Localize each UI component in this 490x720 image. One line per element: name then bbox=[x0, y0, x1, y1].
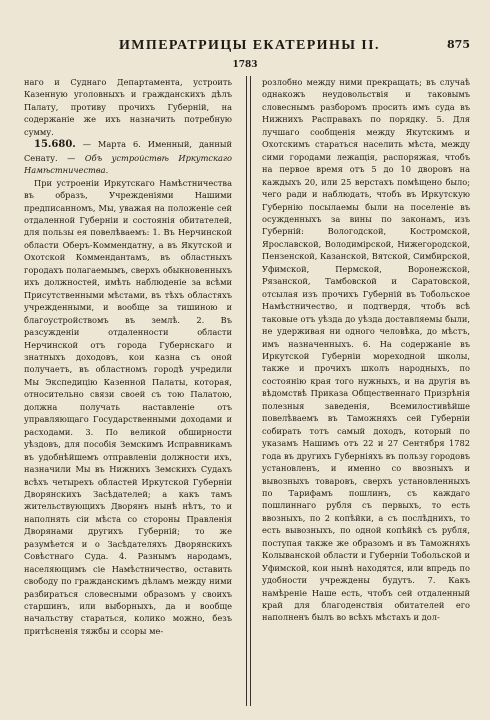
entry-date-line: — Марта 6. Именный, данный Сенату. — bbox=[24, 139, 232, 163]
continued-paragraph-right: розлобно между ними прекращать; въ случаѣ однакожъ неудовольствія и таковымъ словеснымъ разборомъ просить имъ суда въ Нижнихъ Расправахъ по порядку. 5. Для лучшаго сообщенія между Якутскимъ и Охотскимъ стараться населить мѣста, между сими городами лежащія, распоряжая, чтобъ на первое время отъ 5 до 10 дворовъ на каждыхъ 20, или 25 верстахъ помѣщено было; чего ради и наблюдать, чтобъ въ Иркутскую Губернію посылаемы были на поселеніе въ осужденныхъ за вины по законамъ, изъ Губерній: Вологодской, Костромской, Ярославской, Володимірской, Нижегородской, Пензенской, Казанской, Вятской, Симбирской, Уфимской, Пермской, Воронежской, Рязанской, Тамбовской и Саратовской, отсылая изъ прочихъ Губерній въ Тобольское Намѣстничество, и подтвердя, чтобъ всѣ таковые отъ уѣзда до уѣзда доставляемы были, не удерживая ни одного человѣка, до мѣстъ, имъ назначенныхъ. 6. На содержаніе въ Иркутской Губерніи мореходной школы, также и прочихъ школъ народныхъ, по состоянію края того нужныхъ, и на другія въ вѣдомствѣ Приказа Общественнаго Призрѣнія полезныя заведенія, Всемилостивѣйше повелѣваемъ въ Таможняхъ сей Губерніи собирать тотъ самый доходъ, который по указамъ Нашимъ отъ 22 и 27 Сентября 1782 года въ другихъ Губерніяхъ въ пользу городовъ установленъ, и именно со ввозныхъ и вывозныхъ товаровъ, сверхъ установленныхъ по Тарифамъ пошлинъ, съ каждаго пошлиннаго рубля съ первыхъ, то есть ввозныхъ, по 2 копѣйки, а съ послѣднихъ, то есть вывозныхъ, по одной копѣйкѣ съ рубля, поступая также же образомъ и въ Таможняхъ Колыванской области и Губерніи Тобольской и Уфимской, кои нынѣ находятся, или впредь по удобности учреждены будутъ. 7. Какъ намѣреніе Наше есть, чтобъ сей отдаленный край для благоденствія обитателей его наполненъ былъ во всѣхъ мѣстахъ и дол- bbox=[262, 77, 470, 623]
running-header bbox=[24, 38, 470, 58]
continued-paragraph: наго и Суднаго Департамента, устроить Казенную уголовныхъ и гражданскихъ дѣлъ Палату, противу прочихъ Губерній, на содержаніе же ихъ назначить потребную сумму. bbox=[24, 77, 232, 137]
entry-number: 15.680. bbox=[34, 139, 76, 151]
column-divider bbox=[246, 76, 247, 706]
entry-heading bbox=[24, 138, 232, 176]
running-title: ИМПЕРАТРИЦЫ ЕКАТЕРИНЫ II. bbox=[119, 38, 380, 53]
page-number: 875 bbox=[447, 38, 470, 51]
year-label: 1783 bbox=[232, 60, 258, 70]
body-paragraph: При устроеніи Иркутскаго Намѣстничества въ образъ, Учрежденіями Нашими предписанномъ, Мы, уважая на положеніе сей отдаленной Губерніи и состоянія обитателей, для пользы ея повелѣваемъ: 1. Въ Нерчинской области Оберъ-Коммендатну, а въ Якутской и Охотской Коммендантамъ, въ областныхъ городахъ полагаемымъ, сверхъ обыкновенныхъ ихъ должностей, имѣть наблюденіе за всѣми Присутственными мѣстами, въ тѣхъ областяхъ учрежденными, и вообще за тишиною и благоустройствомъ въ землѣ. 2. Въ разсужденіи отдаленности области Нерчинской отъ города Губернскаго и знатныхъ доходовъ, кои казна съ оной получаетъ, въ областномъ городѣ учредили Мы Экспедицію Казенной Палаты, которая, относительно связи своей съ тою Палатою, должна получать наставленіе отъ управляющаго Государственными доходами и расходами. 3. По великой обширности уѣздовъ, для пособія Земскимъ Исправникамъ въ удобнѣйшемъ отправленіи должности ихъ, назначили Мы въ Нижнихъ Земскихъ Судахъ всѣхъ четырехъ областей Иркутской Губерніи Дворянскихъ Засѣдателей; а какъ тамъ жительствующихъ Дворянъ нынѣ нѣтъ, то и наполнять сіи мѣста со стороны Правленія Дворянами другихъ Губерній; то же разумѣется и о Засѣдателяхъ Дворянскихъ Совѣстнаго Суда. 4. Разнымъ народамъ, населяющимъ сіе Намѣстничество, оставить свободу по гражданскимъ дѣламъ между ними разбираться словесными образомъ у своихъ старшинъ, или выборныхъ, да и вообще начальству стараться, колико можно, безъ притѣсненія тяжбы и ссоры ме- bbox=[24, 177, 232, 636]
text-columns bbox=[24, 76, 470, 706]
column-divider-second bbox=[250, 76, 251, 706]
right-column bbox=[262, 76, 470, 706]
left-column bbox=[24, 76, 232, 706]
entry-title: Объ устройствѣ Иркутскаго Намѣстничества. bbox=[24, 152, 232, 176]
